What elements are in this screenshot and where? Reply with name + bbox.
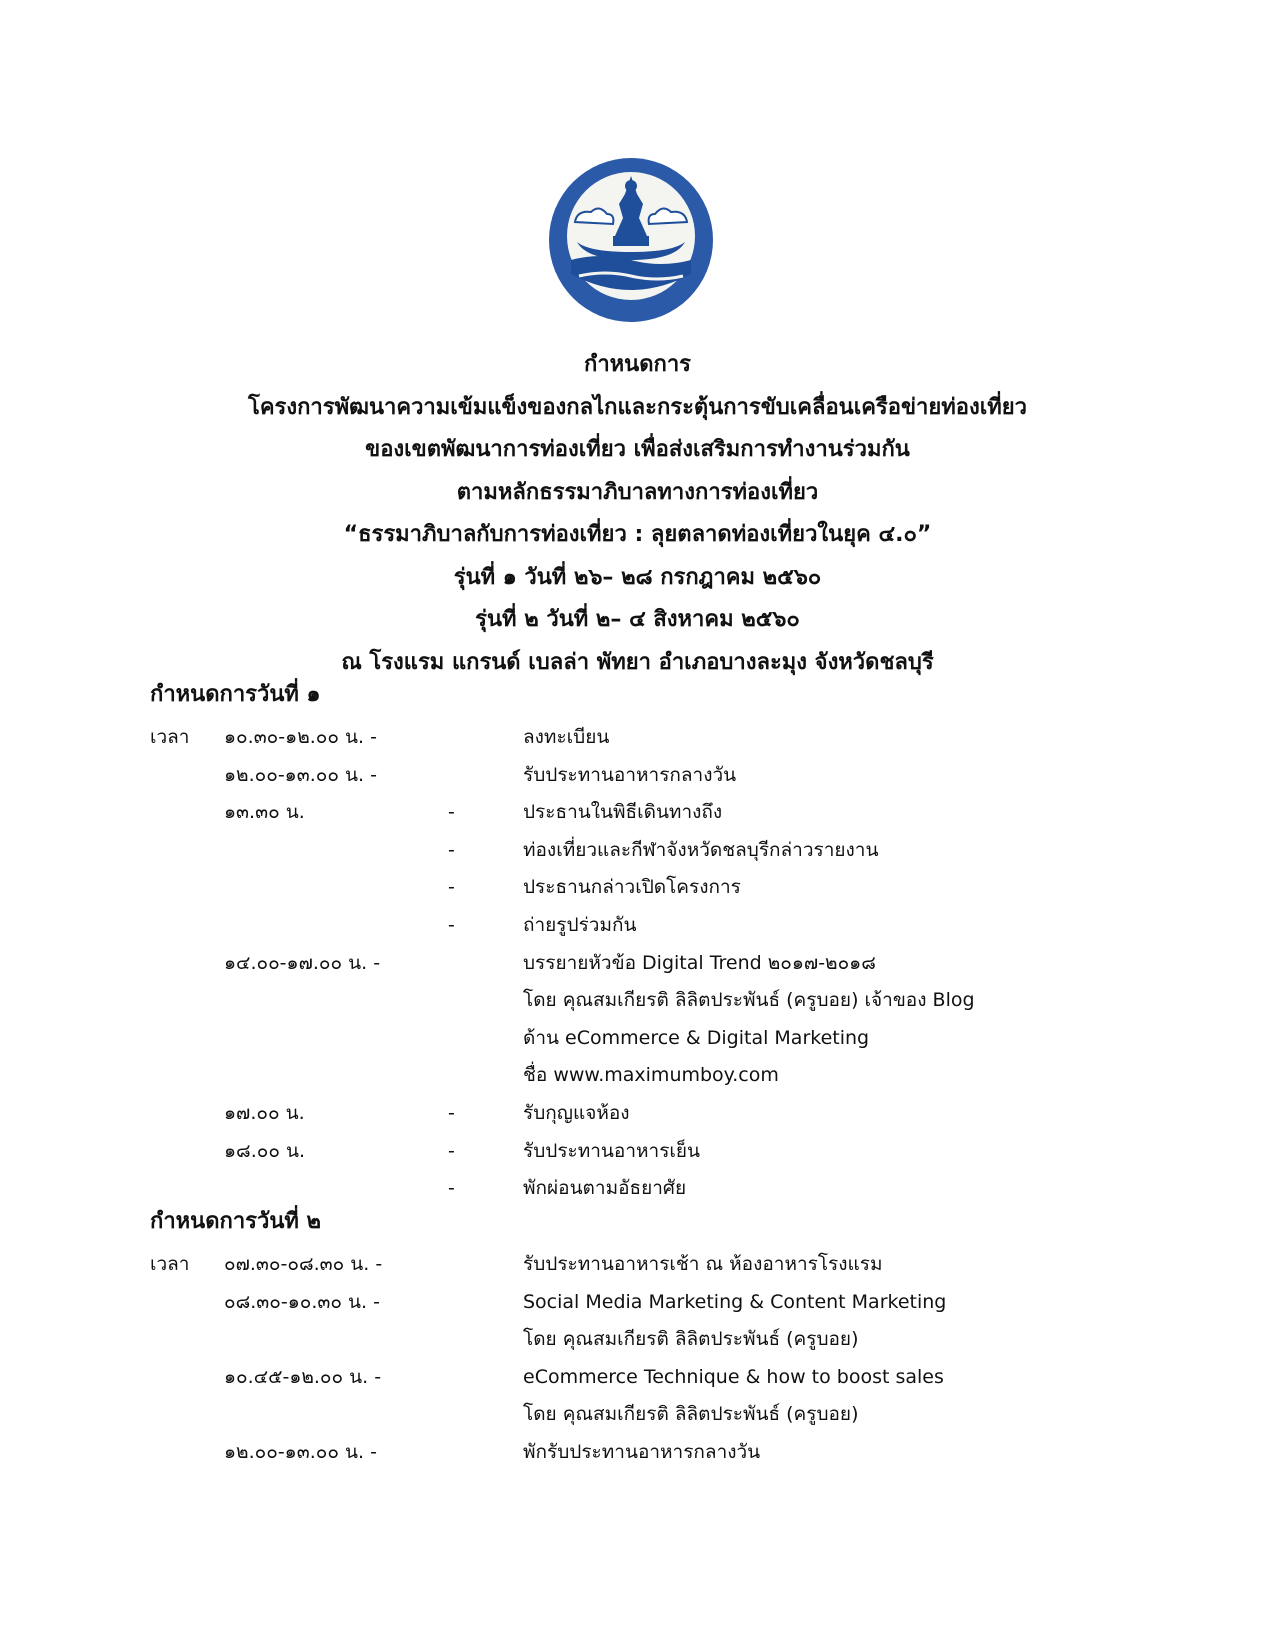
schedule-row [0, 1057, 1275, 1095]
schedule-row [0, 945, 1275, 983]
row-time: ๑๗.๐๐ น. [224, 1101, 305, 1124]
schedule-row [0, 832, 1275, 870]
row-label: เวลา [150, 1253, 190, 1275]
header-venue: ณ โรงแรม แกรนด์ เบลล่า พัทยา อำเภอบางละมุง จังหวัดชลบุรี [341, 649, 934, 675]
row-activity: รับกุญแจห้อง [523, 1101, 630, 1124]
row-activity: รับประทานอาหารกลางวัน [523, 763, 737, 786]
header-project-line-3: ตามหลักธรรมาภิบาลทางการท่องเที่ยว [456, 479, 819, 505]
row-activity: eCommerce Technique & how to boost sales [523, 1365, 944, 1388]
schedule-row [0, 1284, 1275, 1322]
schedule-row [0, 1020, 1275, 1058]
row-activity: ประธานกล่าวเปิดโครงการ [523, 876, 741, 899]
row-dash: - [448, 1139, 455, 1162]
row-activity: โดย คุณสมเกียรติ ลิลิตประพันธ์ (ครูบอย) [523, 1328, 859, 1351]
row-dash: - [448, 801, 455, 824]
row-activity: บรรยายหัวข้อ Digital Trend ๒๐๑๗-๒๐๑๘ [523, 951, 876, 974]
row-dash: - [448, 876, 455, 899]
header-batch-1: รุ่นที่ ๑ วันที่ ๒๖– ๒๘ กรกฎาคม ๒๕๖๐ [453, 564, 822, 590]
row-activity: ท่องเที่ยวและกีฬาจังหวัดชลบุรีกล่าวรายงาน [523, 838, 879, 861]
header-project-line-2: ของเขตพัฒนาการท่องเที่ยว เพื่อส่งเสริมการทำงานร่วมกัน [365, 437, 910, 462]
schedule-row [0, 1170, 1275, 1208]
schedule-row [0, 1321, 1275, 1359]
header-theme: “ธรรมาภิบาลกับการท่องเที่ยว : ลุยตลาดท่องเที่ยวในยุค ๔.๐” [343, 522, 932, 547]
row-dash: - [448, 1177, 455, 1200]
day-1-heading: กำหนดการวันที่ ๑ [150, 682, 321, 707]
row-time: ๑๔.๐๐-๑๗.๐๐ น. - [224, 951, 381, 974]
row-activity: ด้าน eCommerce & Digital Marketing [523, 1026, 870, 1049]
row-time: ๑๘.๐๐ น. [224, 1139, 306, 1162]
row-time: ๑๓.๓๐ น. [224, 801, 305, 824]
logo-pedestal-icon [613, 236, 649, 246]
schedule-row [0, 719, 1275, 757]
row-time: ๐๘.๓๐-๑๐.๓๐ น. - [224, 1290, 380, 1313]
row-activity: โดย คุณสมเกียรติ ลิลิตประพันธ์ (ครูบอย) เจ้าของ Blog [523, 989, 975, 1012]
header-project-line-1: โครงการพัฒนาความเข้มแข็งของกลไกและกระตุ้นการขับเคลื่อนเครือข่ายท่องเที่ยว [248, 394, 1027, 420]
schedule-row [0, 907, 1275, 945]
row-activity: ชื่อ www.maximumboy.com [523, 1064, 779, 1087]
document-header [0, 344, 1275, 684]
row-activity: พักรับประทานอาหารกลางวัน [523, 1440, 761, 1463]
schedule-row [0, 757, 1275, 795]
row-activity: ประธานในพิธีเดินทางถึง [523, 801, 723, 824]
row-dash: - [448, 1101, 455, 1124]
day-2-schedule [0, 1246, 1275, 1472]
day-1-schedule [0, 719, 1275, 1208]
day-2-heading: กำหนดการวันที่ ๒ [150, 1209, 322, 1234]
header-title: กำหนดการ [584, 352, 691, 377]
row-activity: พักผ่อนตามอัธยาศัย [523, 1177, 687, 1200]
row-time: ๑๐.๔๕-๑๒.๐๐ น. - [224, 1365, 382, 1388]
schedule-row [0, 1246, 1275, 1284]
logo-figure-head-icon [625, 180, 637, 192]
row-time: ๑๒.๐๐-๑๓.๐๐ น. - [224, 763, 377, 786]
schedule-row [0, 1434, 1275, 1472]
schedule-row [0, 1359, 1275, 1397]
row-time: ๑๒.๐๐-๑๓.๐๐ น. - [224, 1440, 377, 1463]
row-time: ๐๗.๓๐-๐๘.๓๐ น. - [224, 1253, 383, 1275]
row-time: ๑๐.๓๐-๑๒.๐๐ น. - [224, 726, 377, 748]
row-activity: รับประทานอาหารเย็น [523, 1139, 701, 1162]
schedule-row [0, 1396, 1275, 1434]
schedule-row [0, 1133, 1275, 1171]
schedule-row [0, 982, 1275, 1020]
header-batch-2: รุ่นที่ ๒ วันที่ ๒– ๔ สิงหาคม ๒๕๖๐ [475, 607, 800, 632]
row-label: เวลา [150, 726, 190, 748]
row-activity: ลงทะเบียน [523, 726, 610, 748]
schedule-row [0, 794, 1275, 832]
schedule-row [0, 869, 1275, 907]
row-activity: รับประทานอาหารเช้า ณ ห้องอาหารโรงแรม [523, 1253, 883, 1275]
row-dash: - [448, 838, 455, 861]
row-dash: - [448, 913, 455, 936]
row-activity: โดย คุณสมเกียรติ ลิลิตประพันธ์ (ครูบอย) [523, 1403, 859, 1426]
row-activity: ถ่ายรูปร่วมกัน [523, 913, 637, 936]
schedule-row [0, 1095, 1275, 1133]
tourism-emblem-logo [547, 156, 715, 324]
row-activity: Social Media Marketing & Content Marketing [523, 1290, 947, 1313]
